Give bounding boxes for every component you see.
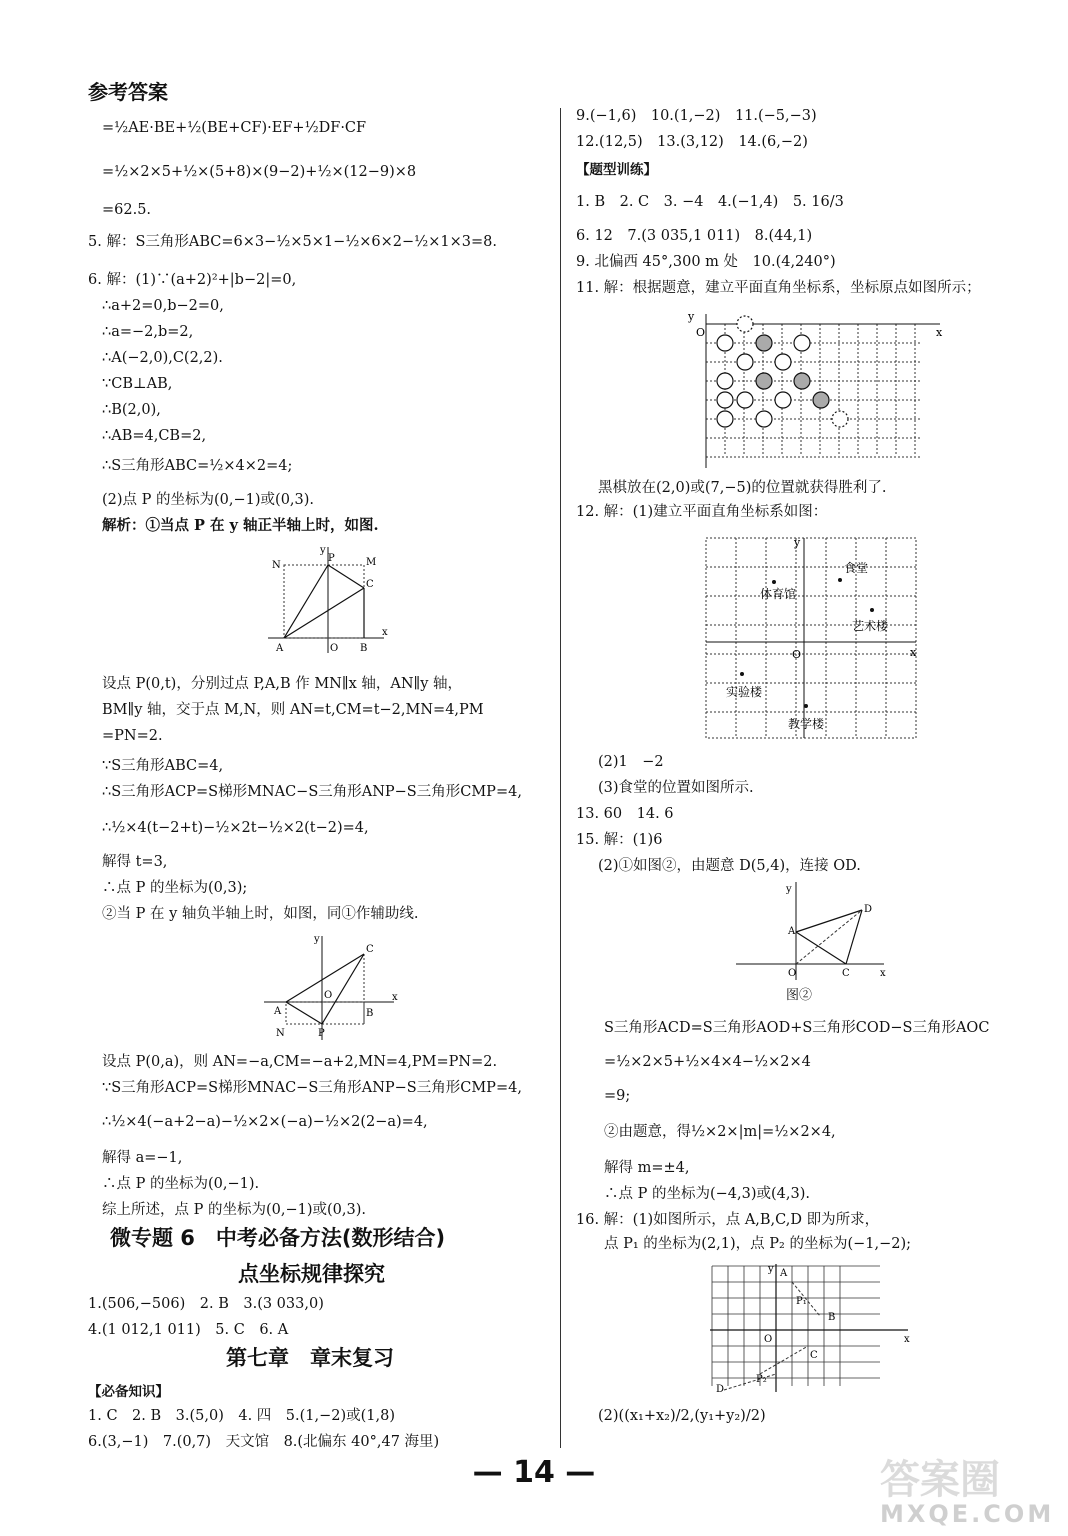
fig-label: O <box>324 990 333 1001</box>
fig-label: x <box>936 326 943 339</box>
figure-triangle-negative <box>260 932 400 1044</box>
figure-grid-points <box>704 1262 914 1394</box>
watermark-logo: 答案圈 <box>880 1457 1000 1503</box>
column-divider <box>560 108 561 1448</box>
fig-label: 食堂 <box>844 561 869 575</box>
text-line: S三角形ACD=S三角形AOD+S三角形COD−S三角形AOC <box>604 1020 990 1036</box>
text-line: ∴a+2=0,b−2=0, <box>102 298 224 314</box>
text-line: (2)点 P 的坐标为(0,−1)或(0,3). <box>102 492 315 508</box>
figure-quadrilateral <box>732 878 892 984</box>
text-line: 1.(506,−506) 2. B 3.(3 033,0) <box>88 1296 324 1312</box>
fig-label: D <box>864 904 873 915</box>
go-stone <box>775 354 791 370</box>
fig-label: O <box>696 326 706 339</box>
text-line: 解得 t=3, <box>102 854 168 870</box>
figure-caption: 图② <box>786 988 813 1003</box>
grid-line <box>706 538 916 738</box>
go-stone <box>775 392 791 408</box>
text-line: ∴点 P 的坐标为(−4,3)或(4,3). <box>604 1186 810 1202</box>
fig-label: x <box>880 968 886 979</box>
go-stone <box>717 411 733 427</box>
text-line: 设点 P(0,t)，分别过点 P,A,B 作 MN∥x 轴，AN∥y 轴， <box>102 676 463 692</box>
text-line: 解得 a=−1, <box>102 1150 183 1166</box>
text-line: 5. 解：S三角形ABC=6×3−½×5×1−½×6×2−½×1×3=8. <box>88 234 497 250</box>
text-line: 13. 60 14. 6 <box>576 806 674 822</box>
go-stone <box>717 373 733 389</box>
text-line: =PN=2. <box>102 728 163 744</box>
text-line: 设点 P(0,a)，则 AN=−a,CM=−a+2,MN=4,PM=PN=2. <box>102 1054 498 1070</box>
fig-label: 教学楼 <box>788 717 825 731</box>
text-line: 解析：①当点 P 在 y 轴正半轴上时，如图. <box>102 517 379 534</box>
go-stone <box>832 411 848 427</box>
text-line: 点 P₁ 的坐标为(2,1)，点 P₂ 的坐标为(−1,−2); <box>604 1236 912 1252</box>
text-line: (2)①如图②，由题意 D(5,4)，连接 OD. <box>598 858 861 874</box>
text-line: 1. B 2. C 3. −4 4.(−1,4) 5. 16/3 <box>576 194 844 210</box>
fig-label: N <box>272 560 281 571</box>
text-line: ∴S三角形ACP=S梯形MNAC−S三角形ANP−S三角形CMP=4, <box>102 784 522 800</box>
text-line: 12. 解：(1)建立平面直角坐标系如图： <box>576 504 828 520</box>
text-line: 11. 解：根据题意，建立平面直角坐标系，坐标原点如图所示； <box>576 280 981 296</box>
fig-label: x <box>904 1334 910 1345</box>
go-stone <box>794 335 810 351</box>
figure-go-board <box>680 306 950 470</box>
go-stone <box>717 335 733 351</box>
text-line: ∵S三角形ACP=S梯形MNAC−S三角形ANP−S三角形CMP=4, <box>102 1080 522 1096</box>
text-line: ∵S三角形ABC=4, <box>102 758 224 774</box>
fig-label: P₂ <box>756 1374 767 1385</box>
go-stone <box>717 392 733 408</box>
fig-label: 实验楼 <box>726 685 763 699</box>
fig-label: B <box>366 1008 374 1019</box>
fig-label: O <box>764 1334 773 1345</box>
fig-label: C <box>810 1350 818 1361</box>
text-line: 9. 北偏西 45°,300 m 处 10.(4,240°) <box>576 254 836 270</box>
text-line: =62.5. <box>102 202 152 218</box>
section-subtitle: 点坐标规律探究 <box>238 1262 385 1286</box>
go-stone <box>756 373 772 389</box>
text-line: (3)食堂的位置如图所示. <box>598 780 754 796</box>
go-stone <box>737 392 753 408</box>
text-line: 黑棋放在(2,0)或(7,−5)的位置就获得胜利了. <box>598 480 887 496</box>
text-line: =½×2×5+½×4×4−½×2×4 <box>604 1054 811 1070</box>
text-line: 12.(12,5) 13.(3,12) 14.(6,−2) <box>576 134 808 150</box>
text-line: ∴½×4(t−2+t)−½×2t−½×2(t−2)=4, <box>102 820 369 836</box>
text-line: 15. 解：(1)6 <box>576 832 663 848</box>
fig-label: N <box>276 1028 285 1039</box>
page-header: 参考答案 <box>88 80 168 104</box>
fig-label: P <box>328 553 335 564</box>
fig-label: D <box>716 1384 725 1394</box>
fig-label: y <box>320 545 326 556</box>
text-line: ∴S三角形ABC=½×4×2=4; <box>102 458 293 474</box>
fig-label: y <box>688 310 695 323</box>
fig-label: 体育馆 <box>760 587 797 601</box>
text-line: ②由题意，得½×2×|m|=½×2×4, <box>604 1124 836 1140</box>
fig-label: A <box>780 1268 788 1279</box>
fig-label: B <box>828 1312 836 1323</box>
fig-label: y <box>786 884 792 895</box>
go-stone <box>737 354 753 370</box>
fig-label: y <box>768 1264 774 1275</box>
text-line: (2)1 −2 <box>598 754 664 770</box>
go-stone <box>737 316 753 332</box>
fig-label: y <box>314 934 320 945</box>
text-line: =½AE·BE+½(BE+CF)·EF+½DF·CF <box>102 120 367 136</box>
text-line: 6.(3,−1) 7.(0,7) 天文馆 8.(北偏东 40°,47 海里) <box>88 1434 440 1450</box>
text-line: 6. 解：(1)∵(a+2)²+|b−2|=0, <box>88 272 297 288</box>
watermark-site: MXQE.COM <box>880 1500 1055 1528</box>
text-line: BM∥y 轴，交于点 M,N，则 AN=t,CM=t−2,MN=4,PM <box>102 702 484 718</box>
fig-label: A <box>276 643 284 654</box>
fig-label: B <box>360 643 368 654</box>
text-line: ∵CB⊥AB, <box>102 376 173 392</box>
fig-label: O <box>788 968 797 979</box>
chapter-title: 第七章 章末复习 <box>226 1346 394 1370</box>
go-stone <box>794 373 810 389</box>
text-line: 6. 12 7.(3 035,1 011) 8.(44,1) <box>576 228 813 244</box>
fig-label: x <box>382 627 388 638</box>
text-line: ∴A(−2,0),C(2,2). <box>102 350 223 366</box>
text-line: 1. C 2. B 3.(5,0) 4. 四 5.(1,−2)或(1,8) <box>88 1408 396 1424</box>
text-line: ∴AB=4,CB=2, <box>102 428 207 444</box>
go-stone <box>813 392 829 408</box>
watermark <box>880 1448 1060 1528</box>
text-line: 解得 m=±4, <box>604 1160 690 1176</box>
fig-label: P₁ <box>796 1296 807 1307</box>
fig-label: A <box>788 926 796 937</box>
text-line: ∴点 P 的坐标为(0,−1). <box>102 1176 260 1192</box>
figure-campus-map <box>702 534 922 742</box>
text-line: =½×2×5+½×(5+8)×(9−2)+½×(12−9)×8 <box>102 164 417 180</box>
fig-label: x <box>910 646 917 659</box>
fig-label: A <box>274 1006 282 1017</box>
fig-label: C <box>366 944 374 955</box>
figure-triangle-positive <box>268 543 388 655</box>
text-line: 9.(−1,6) 10.(1,−2) 11.(−5,−3) <box>576 108 817 124</box>
go-stone <box>756 335 772 351</box>
text-line: ∴点 P 的坐标为(0,3); <box>102 880 248 896</box>
section-label: 【题型训练】 <box>576 162 657 178</box>
go-stone <box>756 411 772 427</box>
page-number: — 14 — <box>472 1455 596 1490</box>
fig-label: M <box>366 557 377 568</box>
fig-label: C <box>842 968 850 979</box>
fig-label: O <box>792 648 802 661</box>
fig-label: P <box>318 1028 325 1039</box>
text-line: 16. 解：(1)如图所示，点 A,B,C,D 即为所求， <box>576 1212 880 1228</box>
fig-label: x <box>392 992 398 1003</box>
text-line: =9; <box>604 1088 631 1104</box>
section-title: 微专题 6 中考必备方法(数形结合) <box>110 1226 446 1250</box>
text-line: ∴a=−2,b=2, <box>102 324 194 340</box>
text-line: ②当 P 在 y 轴负半轴上时，如图，同①作辅助线. <box>102 906 419 922</box>
fig-label: 艺术楼 <box>852 619 889 633</box>
section-label: 【必备知识】 <box>88 1384 169 1400</box>
text-line: 综上所述，点 P 的坐标为(0,−1)或(0,3). <box>102 1202 366 1218</box>
text-line: 4.(1 012,1 011) 5. C 6. A <box>88 1322 289 1338</box>
text-line: ∴B(2,0), <box>102 402 161 418</box>
fig-label: y <box>794 536 801 549</box>
fig-label: O <box>330 643 339 654</box>
text-line: (2)((x₁+x₂)/2,(y₁+y₂)/2) <box>598 1408 766 1424</box>
text-line: ∴½×4(−a+2−a)−½×2×(−a)−½×2(2−a)=4, <box>102 1114 428 1130</box>
fig-label: C <box>366 579 374 590</box>
